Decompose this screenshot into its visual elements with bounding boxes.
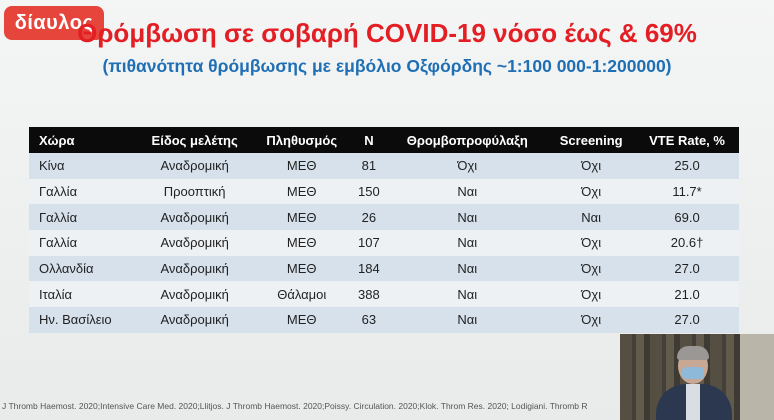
table-row — [29, 153, 739, 179]
table-cell: ΜΕΘ — [253, 230, 350, 256]
table-cell: Όχι — [547, 153, 635, 179]
col-header: Screening — [547, 127, 635, 153]
table-row — [29, 204, 739, 230]
table-header-row — [29, 127, 739, 153]
presenter-hair — [677, 346, 709, 360]
slide-title: Θρόμβωση σε σοβαρή COVID-19 νόσο έως & 69% — [77, 18, 697, 48]
references-footer: J Thromb Haemost. 2020;Intensive Care Med. 2020;Llitjos. J Thromb Haemost. 2020;Poissy. Circulation. 2020;Klok. Throm Res. 2020; Lodigiani. Thromb R — [2, 401, 588, 411]
table-cell: 27.0 — [635, 256, 739, 282]
table-cell: Αναδρομική — [136, 204, 253, 230]
table-cell: Αναδρομική — [136, 307, 253, 333]
table-row — [29, 179, 739, 205]
table-cell: 107 — [350, 230, 387, 256]
table-cell: ΜΕΘ — [253, 204, 350, 230]
table-cell: Ιταλία — [29, 281, 136, 307]
table-cell: Προοπτική — [136, 179, 253, 205]
col-header: VTE Rate, % — [635, 127, 739, 153]
table-row — [29, 307, 739, 333]
table-cell: 25.0 — [635, 153, 739, 179]
table-cell: Αναδρομική — [136, 153, 253, 179]
table-cell: Ναι — [547, 204, 635, 230]
table-cell: Όχι — [547, 179, 635, 205]
whiteboard — [740, 334, 774, 420]
table-cell: ΜΕΘ — [253, 153, 350, 179]
vte-table — [29, 127, 739, 333]
table-cell: Όχι — [547, 307, 635, 333]
table-cell: Θάλαμοι — [253, 281, 350, 307]
table-cell: Αναδρομική — [136, 281, 253, 307]
col-header: Πληθυσμός — [253, 127, 350, 153]
table-cell: Αναδρομική — [136, 230, 253, 256]
table-cell: Γαλλία — [29, 179, 136, 205]
table-cell: 63 — [350, 307, 387, 333]
table-cell: ΜΕΘ — [253, 256, 350, 282]
table-cell: Γαλλία — [29, 230, 136, 256]
table-cell: 69.0 — [635, 204, 739, 230]
presenter-video — [620, 334, 774, 420]
table-cell: Όχι — [387, 153, 547, 179]
col-header: Είδος μελέτης — [136, 127, 253, 153]
table-cell: Ναι — [387, 179, 547, 205]
presenter-shirt — [686, 384, 700, 420]
table-cell: Ολλανδία — [29, 256, 136, 282]
col-header: N — [350, 127, 387, 153]
table-cell: 26 — [350, 204, 387, 230]
table-cell: Ναι — [387, 204, 547, 230]
face-mask — [682, 367, 704, 379]
table-cell: Ην. Βασίλειο — [29, 307, 136, 333]
table-row — [29, 230, 739, 256]
table-cell: Ναι — [387, 256, 547, 282]
table-cell: ΜΕΘ — [253, 307, 350, 333]
col-header: Χώρα — [29, 127, 136, 153]
table-cell: 21.0 — [635, 281, 739, 307]
table-cell: Γαλλία — [29, 204, 136, 230]
table-cell: 81 — [350, 153, 387, 179]
table-cell: 184 — [350, 256, 387, 282]
table-cell: Όχι — [547, 281, 635, 307]
table-cell: 388 — [350, 281, 387, 307]
table-cell: Όχι — [547, 256, 635, 282]
table-cell: Κίνα — [29, 153, 136, 179]
table-row — [29, 281, 739, 307]
table-row — [29, 256, 739, 282]
table-cell: Ναι — [387, 307, 547, 333]
table-cell: Ναι — [387, 281, 547, 307]
channel-logo: δίαυλος — [4, 6, 104, 40]
table-cell: 11.7* — [635, 179, 739, 205]
table-cell: 20.6† — [635, 230, 739, 256]
table-cell: Ναι — [387, 230, 547, 256]
table-cell: Όχι — [547, 230, 635, 256]
slide-subtitle: (πιθανότητα θρόμβωσης με εμβόλιο Οξφόρδης ~1:100 000-1:200000) — [102, 56, 672, 76]
table-cell: 150 — [350, 179, 387, 205]
table-cell: 27.0 — [635, 307, 739, 333]
table-cell: ΜΕΘ — [253, 179, 350, 205]
col-header: Θρομβοπροφύλαξη — [387, 127, 547, 153]
table-cell: Αναδρομική — [136, 256, 253, 282]
